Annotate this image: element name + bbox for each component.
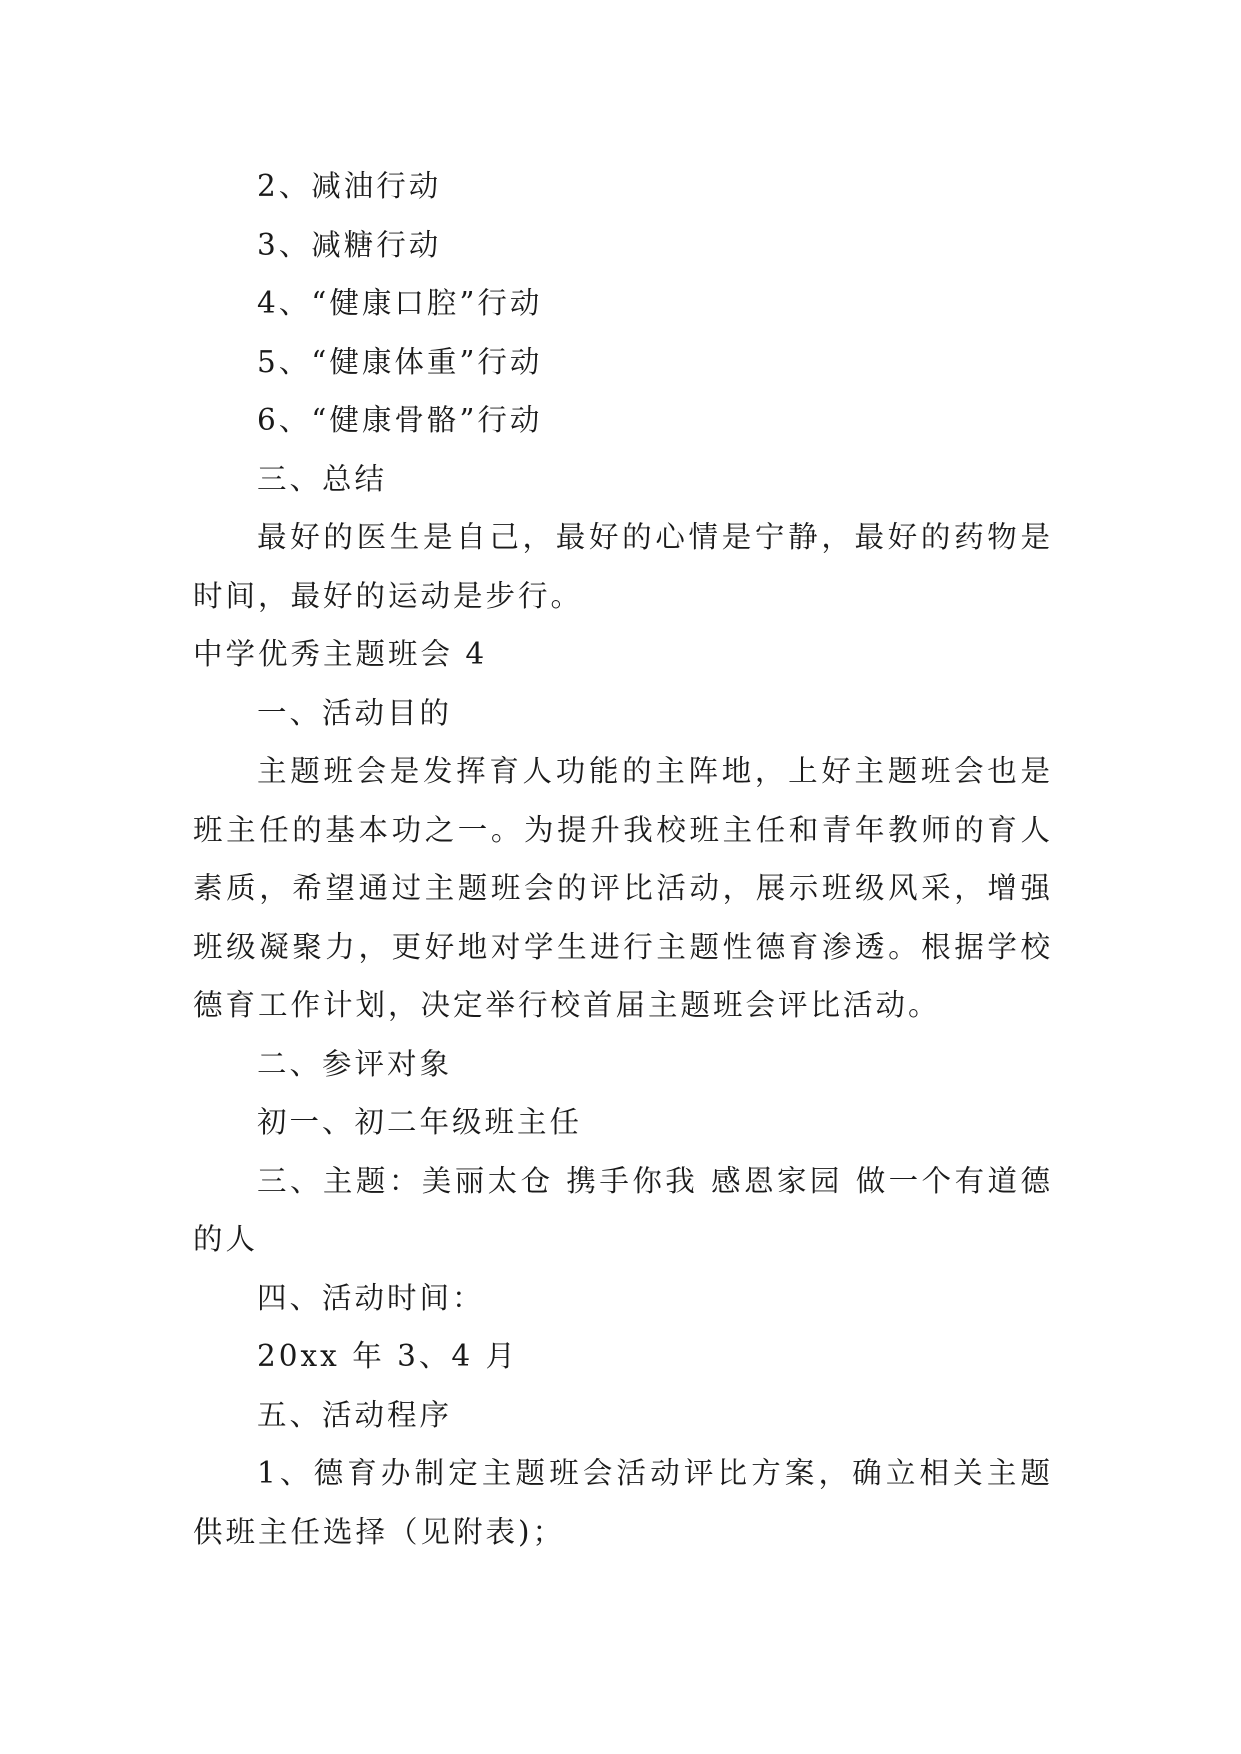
list-item-bone-health: 6、“健康骨骼”行动	[257, 403, 543, 437]
theme-paragraph: 三、主题：美丽太仓 携手你我 感恩家园 做一个有道德的人	[193, 1163, 1053, 1256]
list-item-reduce-oil: 2、减油行动	[257, 169, 442, 203]
procedure-step-1: 1、德育办制定主题班会活动评比方案，确立相关主题供班主任选择（见附表)；	[193, 1456, 1053, 1549]
list-item-healthy-weight: 5、“健康体重”行动	[257, 344, 543, 379]
list-item-reduce-sugar: 3、减糖行动	[257, 227, 442, 262]
list-item-oral-health: 4、“健康口腔”行动	[257, 286, 543, 320]
heading-activity-time: 四、活动时间：	[257, 1280, 485, 1315]
section-title: 中学优秀主题班会 4	[193, 637, 488, 671]
heading-summary: 三、总结	[257, 461, 388, 496]
goal-paragraph: 主题班会是发挥育人功能的主阵地，上好主题班会也是班主任的基本功之一。为提升我校班主任和青年教师的育人素质，希望通过主题班会的评比活动，展示班级风采，增强班级凝聚力，更好地对学生进行主题性德育渗透。根据学校德育工作计划，决定举行校首届主题班会评比活动。	[193, 754, 1053, 1022]
activity-time-text: 20xx 年 3、4 月	[257, 1339, 518, 1373]
heading-activity-goal: 一、活动目的	[257, 695, 453, 730]
document-body	[193, 157, 1053, 1561]
summary-paragraph: 最好的医生是自己，最好的心情是宁静，最好的药物是时间，最好的运动是步行。	[193, 520, 1053, 613]
heading-participants: 二、参评对象	[257, 1046, 453, 1081]
participants-text: 初一、初二年级班主任	[257, 1105, 583, 1139]
heading-procedure: 五、活动程序	[257, 1397, 453, 1432]
